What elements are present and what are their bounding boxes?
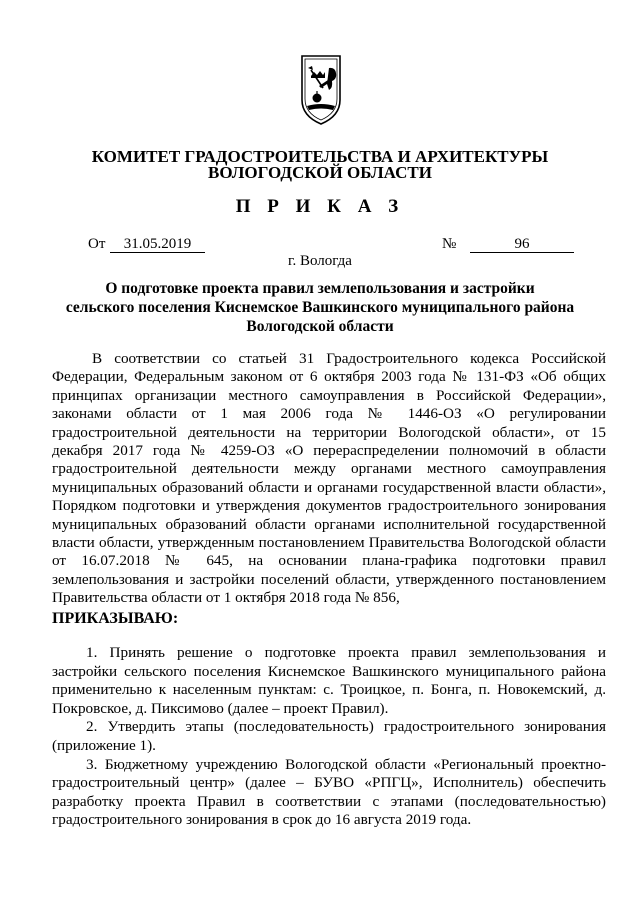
- decree-heading: ПРИКАЗЫВАЮ:: [52, 610, 179, 627]
- org-name-line2: ВОЛОГОДСКОЙ ОБЛАСТИ: [208, 163, 432, 182]
- subject-line: сельского поселения Киснемское Вашкинского муниципального района: [65, 299, 575, 316]
- order-item: 1. Принять решение о подготовке проекта правил землепользования и застройки сельского поселения Киснемское Вашкинского муниципального района применительно к населенным пунктам: с. Троицкое, п. Бонга, п. Новокемский, д. Покровское, д. Пиксимово (далее – проект Правил).: [52, 644, 606, 717]
- org-name-line1: КОМИТЕТ ГРАДОСТРОИТЕЛЬСТВА И АРХИТЕКТУРЫ: [91, 147, 549, 166]
- order-item: 3. Бюджетному учреждению Вологодской области «Региональный проектно-градостроительный центр» (далее – БУВО «РПГЦ», Исполнитель) обеспечить разработку проекта Правил в соответствии с этапами (последовательностью) градостроительного зонирования в срок до 16 августа 2019 года.: [52, 755, 606, 829]
- vologda-coat-of-arms-icon: [299, 54, 343, 126]
- document-type-title: П Р И К А З: [235, 196, 405, 217]
- subject-line: О подготовке проекта правил землепользования и застройки: [105, 280, 535, 297]
- order-items: [52, 644, 606, 830]
- order-item: 2. Утвердить этапы (последовательность) градостроительного зонирования (приложение 1).: [52, 718, 606, 754]
- subject-line: Вологодской области: [246, 318, 394, 335]
- date-value: 31.05.2019: [110, 236, 205, 253]
- document-subject: [60, 279, 580, 336]
- number-label: №: [442, 236, 457, 252]
- date-label: От: [88, 236, 106, 252]
- city-label: г. Вологда: [288, 253, 352, 269]
- number-value: 96: [470, 236, 574, 253]
- preamble-paragraph: В соответствии со статьей 31 Градостроительного кодекса Российской Федерации, Федеральным законом от 6 октября 2003 года № 131-ФЗ «Об общих принципах организации местного самоуправления в Российской Федерации», законами области от 1 мая 2006 года № 1446-ОЗ «О регулировании градостроительной деятельности на территории Вологодской области», от 15 декабря 2017 года № 4259-ОЗ «О перераспределении полномочий в области градостроительной деятельности между органами местного самоуправления муниципальных образований области и органами государственной власти области», Порядком подготовки и утверждения документов градостроительного зонирования муниципальных образований области органами исполнительной государственной власти области, утвержденным постановлением Правительства Вологодской области от 16.07.2018 № 645, на основании плана-графика подготовки правил землепользования и застройки поселений области, утвержденного постановлением Правительства области от 1 октября 2018 года № 856,: [52, 350, 606, 607]
